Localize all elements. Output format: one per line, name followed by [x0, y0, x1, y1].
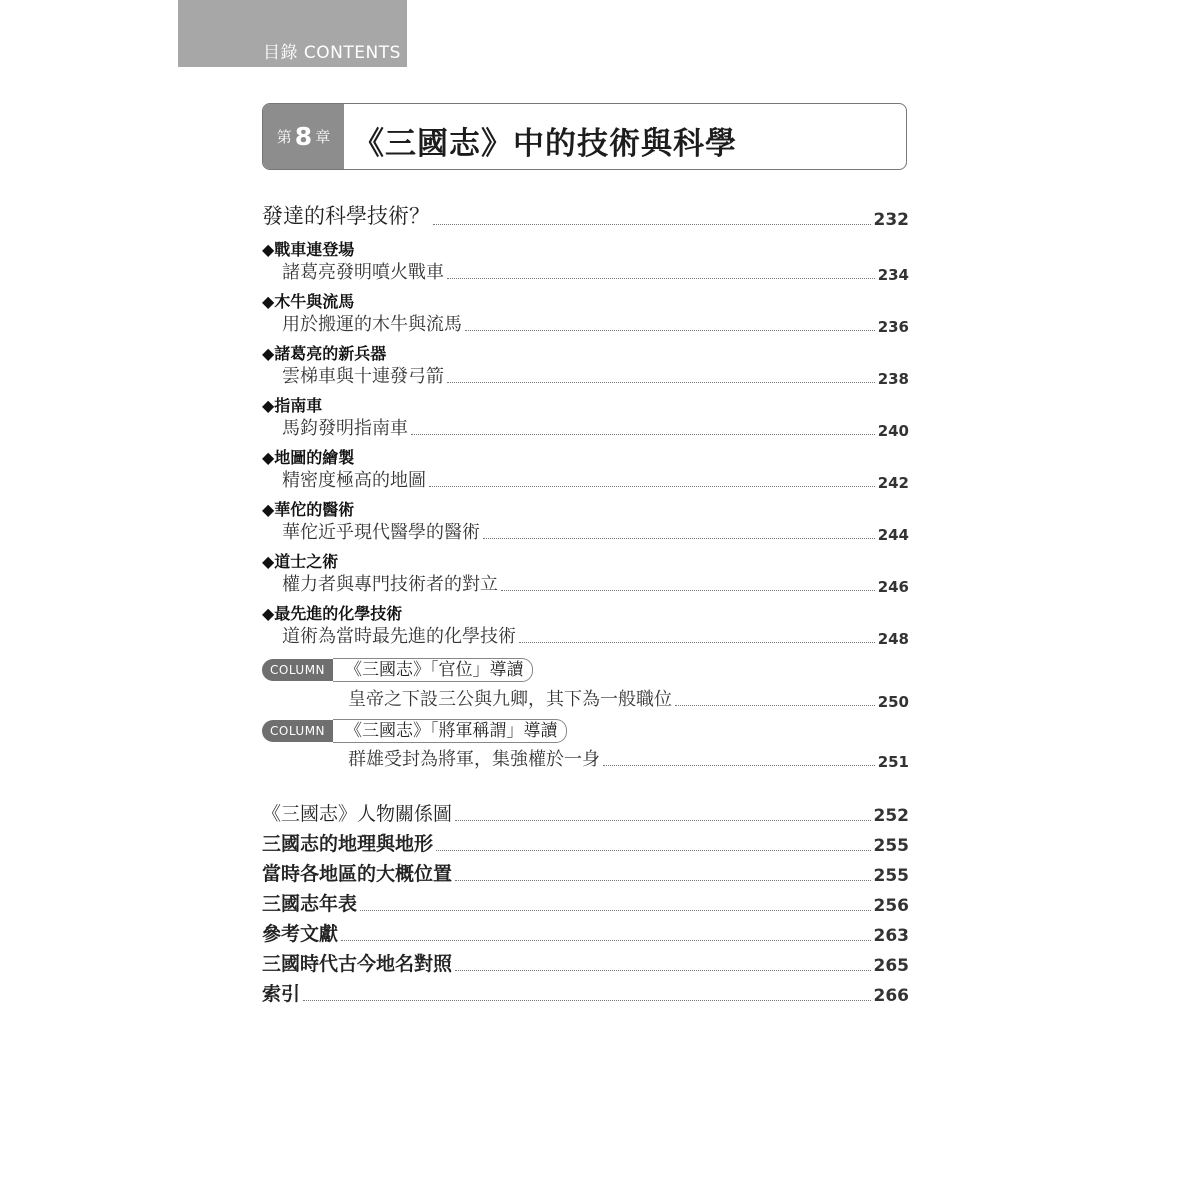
toc-page-number: 242: [877, 474, 909, 492]
toc-page-number: 251: [877, 753, 909, 771]
toc-page-number: 266: [873, 986, 909, 1006]
section-heading: ◆地圖的繪製: [262, 448, 355, 467]
toc-entry[interactable]: [282, 362, 909, 388]
toc-entry-appendix[interactable]: [262, 949, 909, 976]
toc-entry-appendix[interactable]: [262, 859, 909, 886]
section-heading: ◆木牛與流馬: [262, 292, 355, 311]
toc-page-number: 240: [877, 422, 909, 440]
leader-dots: [455, 819, 870, 821]
column-title: 《三國志》「將軍稱謂」導讀: [333, 719, 567, 743]
toc-entry-column[interactable]: [348, 745, 909, 771]
leader-dots: [465, 329, 875, 331]
column-badge: COLUMN: [262, 659, 333, 681]
toc-entry-title: 三國志的地理與地形: [262, 833, 434, 855]
toc-entry[interactable]: [282, 466, 909, 492]
toc-entry-appendix[interactable]: [262, 889, 909, 916]
leader-dots: [341, 939, 870, 941]
toc-entry-title: 發達的科學技術？: [262, 204, 430, 228]
toc-page-number: 244: [877, 526, 909, 544]
toc-entry-appendix[interactable]: [262, 919, 909, 946]
toc-page-number: 256: [873, 896, 909, 916]
toc-entry[interactable]: [282, 622, 909, 648]
toc-entry[interactable]: [282, 570, 909, 596]
toc-page-number: 234: [877, 266, 909, 284]
section-heading: ◆道士之術: [262, 552, 339, 571]
toc-page-number: 232: [873, 210, 909, 230]
toc-page-number: 255: [873, 836, 909, 856]
leader-dots: [360, 909, 870, 911]
toc-entry-title: 參考文獻: [262, 923, 339, 945]
toc-page-number: 248: [877, 630, 909, 648]
chapter-prefix: 第: [276, 128, 292, 146]
column-title: 《三國志》「官位」導讀: [333, 658, 533, 682]
toc-entry-title: 皇帝之下設三公與九卿，其下為一般職位: [348, 689, 672, 710]
toc-entry-lead[interactable]: [262, 200, 909, 230]
toc-entry[interactable]: [282, 414, 909, 440]
toc-entry-title: 索引: [262, 983, 301, 1005]
toc-page-number: 238: [877, 370, 909, 388]
leader-dots: [675, 704, 875, 706]
toc-page-number: 246: [877, 578, 909, 596]
toc-entry-appendix[interactable]: [262, 979, 909, 1006]
leader-dots: [455, 879, 870, 881]
leader-dots: [429, 485, 875, 487]
toc-entry-appendix[interactable]: [262, 829, 909, 856]
leader-dots: [447, 277, 875, 279]
toc-entry-title: 華佗近乎現代醫學的醫術: [282, 522, 480, 543]
toc-page-number: 263: [873, 926, 909, 946]
header-label: 目錄 CONTENTS: [263, 43, 401, 63]
toc-page-number: 252: [873, 806, 909, 826]
toc-page-number: 265: [873, 956, 909, 976]
toc-page-number: 255: [873, 866, 909, 886]
leader-dots: [436, 849, 870, 851]
leader-dots: [501, 589, 875, 591]
section-heading: ◆戰車連登場: [262, 240, 355, 259]
column-header: [262, 658, 533, 682]
toc-entry[interactable]: [282, 258, 909, 284]
toc-page-number: 250: [877, 693, 909, 711]
toc-entry-title: 《三國志》人物關係圖: [262, 803, 453, 825]
column-badge: COLUMN: [262, 720, 333, 742]
column-header: [262, 719, 567, 743]
leader-dots: [411, 433, 875, 435]
toc-page-number: 236: [877, 318, 909, 336]
toc-entry-column[interactable]: [348, 685, 909, 711]
section-heading: ◆最先進的化學技術: [262, 604, 403, 623]
leader-dots: [519, 641, 875, 643]
chapter-number-label: [263, 104, 344, 169]
toc-entry-title: 馬鈞發明指南車: [282, 418, 408, 439]
toc-entry[interactable]: [282, 518, 909, 544]
toc-entry-title: 群雄受封為將軍，集強權於一身: [348, 749, 600, 770]
toc-entry-title: 用於搬運的木牛與流馬: [282, 314, 462, 335]
toc-entry-title: 道術為當時最先進的化學技術: [282, 626, 516, 647]
chapter-title: 《三國志》中的技術與科學: [353, 126, 737, 162]
toc-entry[interactable]: [282, 310, 909, 336]
leader-dots: [603, 764, 875, 766]
leader-dots: [303, 999, 870, 1001]
chapter-number: 8: [294, 122, 313, 151]
leader-dots: [483, 537, 875, 539]
toc-entry-title: 三國志年表: [262, 893, 358, 915]
leader-dots: [447, 381, 875, 383]
chapter-heading: [262, 103, 907, 170]
section-heading: ◆指南車: [262, 396, 323, 415]
leader-dots: [433, 223, 871, 225]
section-heading: ◆華佗的醫術: [262, 500, 355, 519]
toc-entry-appendix[interactable]: [262, 799, 909, 826]
section-heading: ◆諸葛亮的新兵器: [262, 344, 387, 363]
toc-entry-title: 諸葛亮發明噴火戰車: [282, 262, 444, 283]
toc-entry-title: 精密度極高的地圖: [282, 470, 426, 491]
leader-dots: [455, 969, 870, 971]
toc-entry-title: 權力者與專門技術者的對立: [282, 574, 498, 595]
chapter-suffix: 章: [315, 128, 331, 146]
toc-entry-title: 雲梯車與十連發弓箭: [282, 366, 444, 387]
header-tab: [178, 0, 407, 67]
toc-entry-title: 三國時代古今地名對照: [262, 953, 453, 975]
toc-entry-title: 當時各地區的大概位置: [262, 863, 453, 885]
